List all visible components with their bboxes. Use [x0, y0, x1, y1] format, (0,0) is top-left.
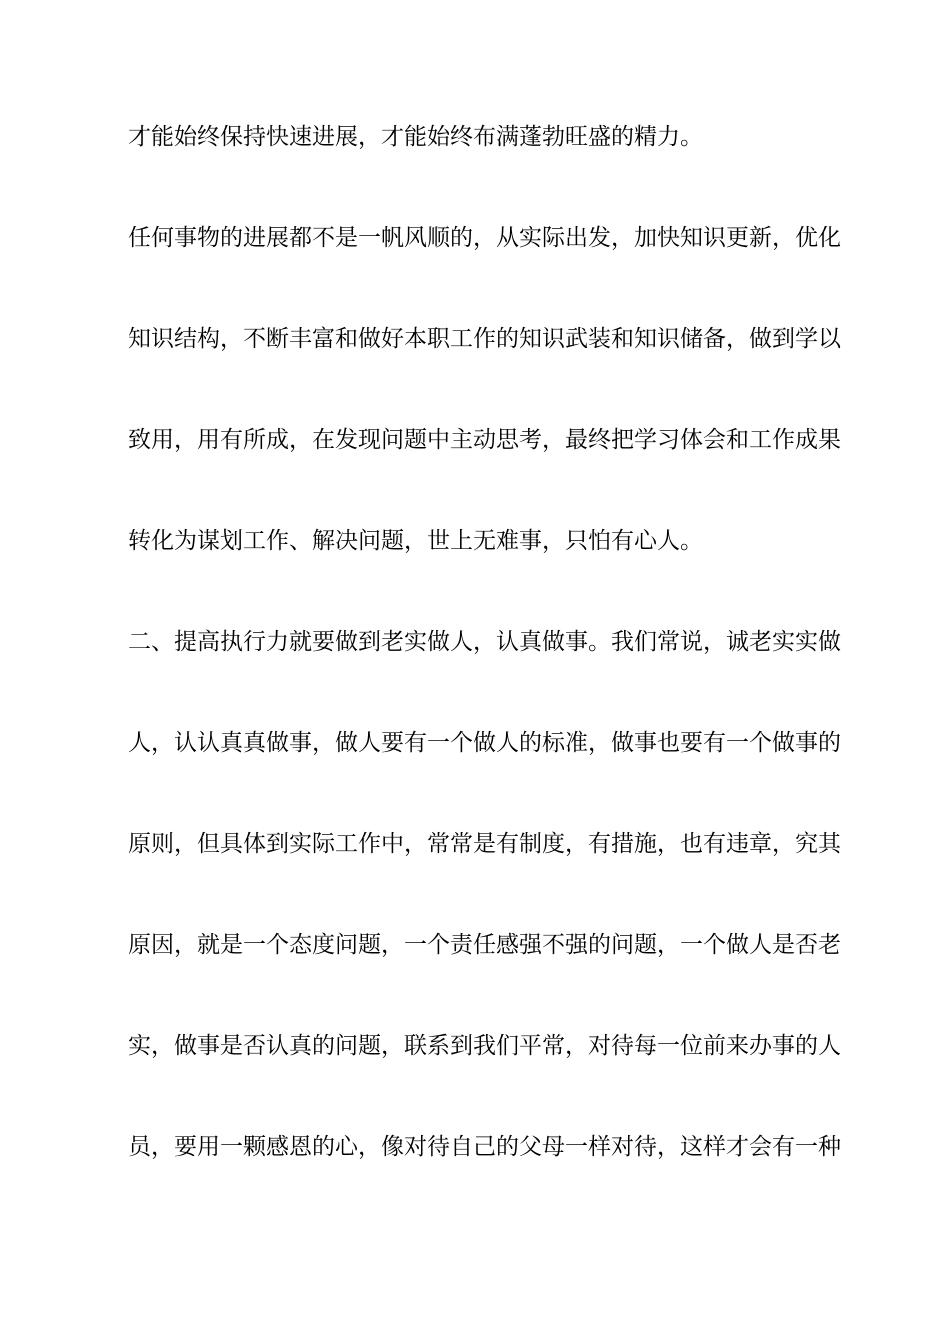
text-line-7: 人，认认真真做事，做人要有一个做人的标准，做事也要有一个做事的: [128, 730, 841, 756]
text-line-3: 知识结构，不断丰富和做好本职工作的知识武装和知识储备，做到学以: [128, 326, 841, 352]
text-line-6: 二、提高执行力就要做到老实做人，认真做事。我们常说，诚老实实做: [128, 629, 841, 655]
body-text: [128, 118, 841, 1229]
text-line-1: 才能始终保持快速进展，才能始终布满蓬勃旺盛的精力。: [128, 124, 703, 150]
text-line-5: 转化为谋划工作、解决问题，世上无难事，只怕有心人。: [128, 528, 703, 554]
text-line-10: 实，做事是否认真的问题，联系到我们平常，对待每一位前来办事的人: [128, 1033, 841, 1059]
text-line-4: 致用，用有所成，在发现问题中主动思考，最终把学习体会和工作成果: [128, 427, 841, 453]
text-line-2: 任何事物的进展都不是一帆风顺的，从实际出发，加快知识更新，优化: [128, 225, 841, 251]
text-line-8: 原则，但具体到实际工作中，常常是有制度，有措施，也有违章，究其: [128, 831, 841, 857]
text-line-9: 原因，就是一个态度问题，一个责任感强不强的问题，一个做人是否老: [128, 932, 841, 958]
text-line-11: 员，要用一颗感恩的心，像对待自己的父母一样对待，这样才会有一种: [128, 1134, 841, 1160]
